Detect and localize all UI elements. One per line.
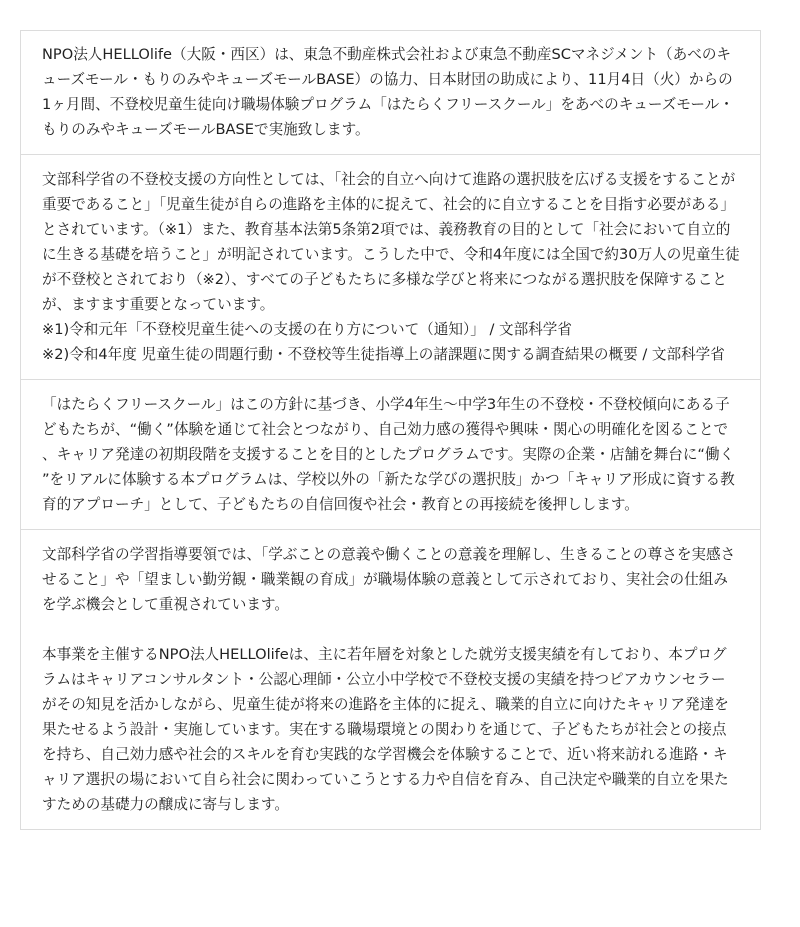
organizer-text: 本事業を主催するNPO法人HELLOlifeは、主に若年層を対象とした就労支援実績を有しており、本プログラムはキャリアコンサルタント・公認心理師・公立小中学校で不登校支援の実績を持つピアカウンセラーがその知見を活かしながら、児童生徒が将来の進路を主体的に捉え、職業的自立に向けたキャリア発達を果たせるよう設計・実施しています。実在する職場環境との関わりを通じて、子どもたちが社会との接点を持ち、自己効力感や社会的スキルを育む実践的な学習機会を体験することで、近い将来訪れる進路・キャリア選択の場において自ら社会に関わっていこうとする力や自信を育み、自己決定や職業的自立を果たすための基礎力の醸成に寄与します。 bbox=[42, 646, 729, 813]
paragraph-block-significance bbox=[21, 530, 760, 829]
article-box bbox=[20, 30, 761, 830]
background-text: 文部科学省の不登校支援の方向性としては、「社会的自立へ向けて進路の選択肢を広げる支援をすることが重要であること」「児童生徒が自らの進路を主体的に捉えて、社会的に自立することを目指す必要がある」とされています。（※1）また、教育基本法第5条第2項では、義務教育の目的として「社会において自立的に生きる基礎を培うこと」が明記されています。こうした中で、令和4年度には全国で約30万人の児童生徒が不登校とされており（※2）、すべての子どもたちに多様な学びと将来につながる選択肢を保障することが、ますます重要となっています。 bbox=[42, 171, 740, 313]
footnote-1: ※1)令和元年「不登校児童生徒への支援の在り方について（通知）」 / 文部科学省 bbox=[42, 321, 572, 338]
paragraph-spacer bbox=[42, 617, 740, 642]
footnote-2: ※2)令和4年度 児童生徒の問題行動・不登校等生徒指導上の諸課題に関する調査結果の概要 / 文部科学省 bbox=[42, 346, 725, 363]
significance-text: 文部科学省の学習指導要領では、「学ぶことの意義や働くことの意義を理解し、生きることの尊さを実感させること」や「望ましい勤労観・職業観の育成」が職場体験の意義として示されており、実社会の仕組みを学ぶ機会として重視されています。 bbox=[42, 546, 736, 613]
paragraph-block-program bbox=[21, 380, 760, 530]
paragraph-block-background bbox=[21, 155, 760, 380]
paragraph-block-announcement bbox=[21, 31, 760, 155]
program-text: 「はたらくフリースクール」はこの方針に基づき、小学4年生〜中学3年生の不登校・不登校傾向にある子どもたちが、“働く”体験を通じて社会とつながり、自己効力感の獲得や興味・関心の明確化を図ることで、キャリア発達の初期段階を支援することを目的としたプログラムです。実際の企業・店舗を舞台に“働く”をリアルに体験する本プログラムは、学校以外の「新たな学びの選択肢」かつ「キャリア形成に資する教育的アプローチ」として、子どもたちの自信回復や社会・教育との再接続を後押しします。 bbox=[42, 396, 735, 513]
announcement-text: NPO法人HELLOlife（大阪・西区）は、東急不動産株式会社および東急不動産SCマネジメント（あべのキューズモール・もりのみやキューズモールBASE）の協力、日本財団の助成により、11月4日（火）からの1ヶ月間、不登校児童生徒向け職場体験プログラム「はたらくフリースクール」をあべのキューズモール・もりのみやキューズモールBASEで実施致します。 bbox=[42, 46, 734, 138]
